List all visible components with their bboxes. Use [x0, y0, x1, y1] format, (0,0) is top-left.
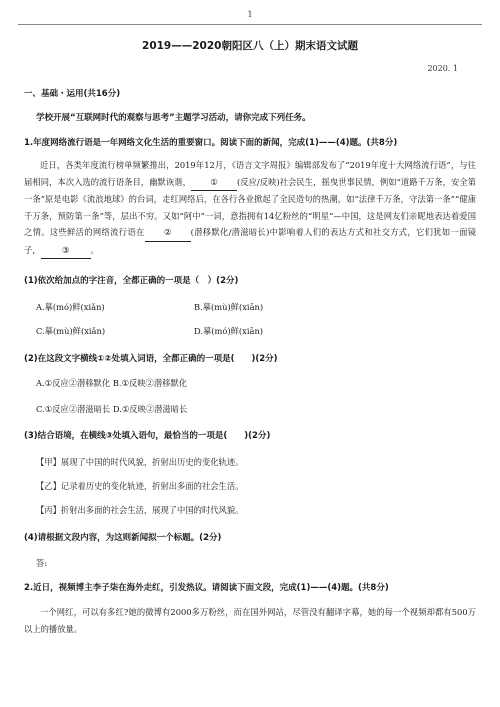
passage-text-b: (反应/反映)社会民生，摇	[236, 176, 330, 187]
subquestion-4: (4)请根据文段内容，为这则新闻拟一个标题。(2分)	[24, 533, 222, 543]
dotted-char-2: 活	[75, 227, 85, 237]
option-cd: C.①反应②潜滋暗长 D.①反映②潜滋暗长	[36, 404, 188, 414]
option-bing: 【丙】折射出多面的社会生活，展现了中国的时代风貌。	[36, 505, 244, 515]
page-number: 1	[247, 10, 253, 19]
question-1-passage	[24, 157, 476, 259]
subquestion-1: (1)依次给加点的字注音，全都正确的一项是（ ）(2分)	[24, 276, 239, 286]
subquestion-3: (3)结合语境，在横线③处填入语句，最恰当的一项是( )(2分)	[24, 431, 271, 441]
passage-text-a: 近日，各类年度流行榜单频繁推出，2019年12月，《语言文字周报》编辑部发布了“2019年度十大网络流行语”，与往届相同，本次入选的流行语条目，幽默诙谐，	[24, 160, 476, 187]
answer-line: 答:	[36, 558, 48, 568]
section-heading: 一、基础・运用(共16分)	[24, 89, 121, 99]
passage-text-f: 。	[90, 244, 99, 255]
blank-2: ②	[145, 224, 191, 242]
passage-text-c: 世事民情，例如“道路千万条，安全第一条”原是电影《流浪地球》的台词，走红网络后，在各行各业掀起了全民造句的热潮，如“法律千万条，守法第一条”“健康千万条，预防第一条”等，层出不穷。又如“阿中”一词，意指拥有14亿粉丝的“明星”—中国，这是网友们亲昵地表达着爱国之情。这些鲜	[24, 176, 476, 237]
option-a: A.摹(mó)鲜(xiǎn)	[36, 302, 105, 312]
passage-text-e: (潜移默化/潜滋暗长)中影响着人们的表达方式和社交方式，它们犹如一面镜子，	[24, 227, 476, 255]
option-jia: 【甲】展现了中国的时代风貌，折射出历史的变化轨迹。	[36, 457, 244, 467]
blank-3: ③	[41, 242, 91, 260]
subquestion-2: (2)在这段文字横线①②处填入词语，全都正确的一项是( )(2分)	[24, 354, 278, 364]
section-intro: 学校开展“互联网时代的观察与思考”主题学习活动，请你完成下列任务。	[36, 113, 311, 123]
option-b: B.摹(mù)鲜(xiān)	[194, 302, 264, 312]
option-yi: 【乙】记录着历史的变化轨迹，折射出多面的社会生活。	[36, 481, 244, 491]
exam-date: 2020. 1	[427, 64, 458, 73]
passage-text-d: 的网络流行语在	[84, 227, 145, 237]
option-d: D.摹(mó)鲜(xiān)	[194, 326, 264, 336]
header-rule	[18, 24, 482, 25]
question-2-heading: 2.近日，视频博主李子柒在海外走红，引发热议。请阅读下面文段，完成(1)——(4)题。(共8分)	[24, 583, 389, 593]
page-title: 2019——2020朝阳区八（上）期末语文试题	[142, 40, 358, 52]
question-2-passage: 一个网红，可以有多红?她的微博有2000多万粉丝，而在国外网站，尽管没有翻译字幕，她的每一个视频却都有500万以上的播放量。	[24, 607, 476, 634]
option-c: C.摹(mù)鲜(xiǎn)	[36, 326, 106, 336]
dotted-char-1: 曳	[329, 176, 339, 187]
option-ab: A.①反应②潜移默化 B.①反映②潜移默化	[36, 378, 188, 388]
question-1-heading: 1.年度网络流行语是一年网络文化生活的重要窗口。阅读下面的新闻，完成(1)——(4)题。(共8分)	[24, 138, 398, 148]
blank-1: ①	[191, 174, 237, 192]
